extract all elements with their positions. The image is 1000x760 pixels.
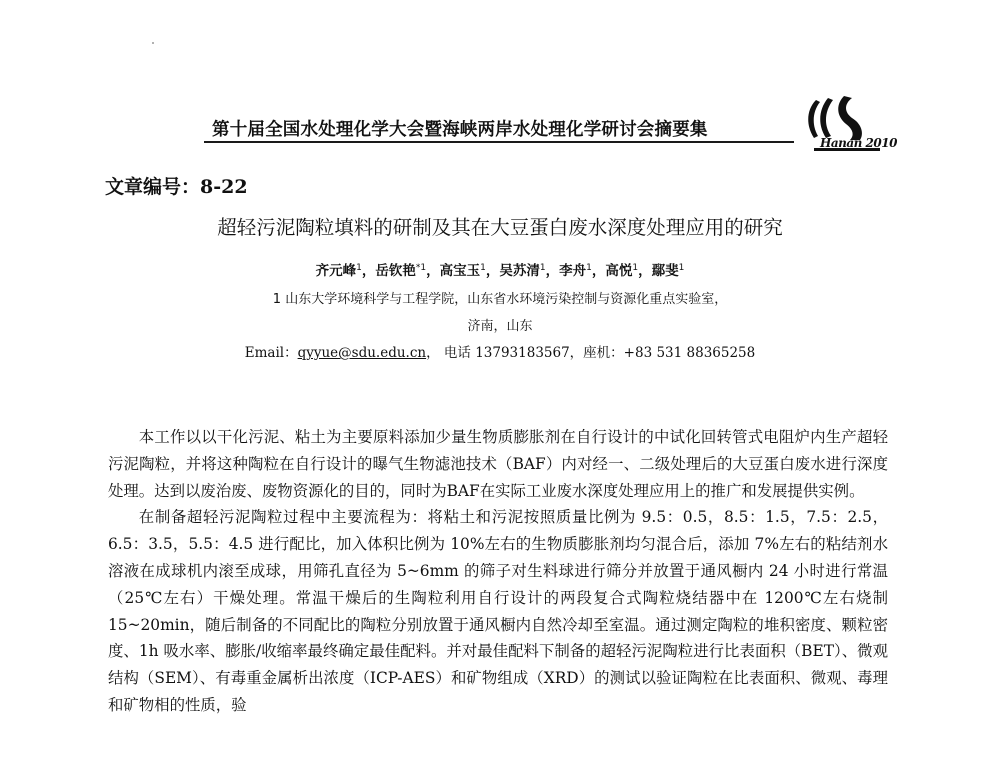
conference-logo	[800, 96, 897, 156]
affiliation-line-2: 济南，山东	[467, 319, 533, 334]
author: 李舟	[559, 263, 587, 279]
conference-header-title: 第十届全国水处理化学大会暨海峡两岸水处理化学研讨会摘要集	[212, 120, 708, 140]
author-superscript: 1	[480, 263, 486, 273]
header-rule	[204, 141, 794, 143]
author: 高悦	[605, 263, 633, 279]
logo-text: Hanan 2010	[820, 136, 897, 150]
author: 高宝玉	[439, 263, 481, 279]
email-link[interactable]: qyyue@sdu.edu.cn	[297, 345, 427, 361]
scan-speck	[152, 42, 154, 44]
email-label: Email：	[244, 345, 298, 361]
contact-line	[0, 341, 1000, 361]
paper-title: 超轻污泥陶粒填料的研制及其在大豆蛋白废水深度处理应用的研究	[217, 216, 783, 239]
author-superscript: 1	[539, 263, 546, 273]
body-paragraph-1: 本工作以以干化污泥、粘土为主要原料添加少量生物质膨胀剂在自行设计的中试化回转管式电阻炉内生产超轻污泥陶粒，并将这种陶粒在自行设计的曝气生物滤池技术（BAF）内对经一、二级处理后的大豆蛋白废水进行深度处理。达到以废治废、废物资源化的目的，同时为BAF在实际工业废水深度处理应用上的推广和发展提供实例。	[108, 428, 888, 500]
author-superscript: 1	[632, 263, 639, 273]
author-superscript: 1	[356, 263, 362, 273]
author-superscript: 1	[586, 263, 592, 273]
author-list: 齐元峰$^1$，岳钦艳$^{*1}$，高宝玉$^1$，吴苏清$^1$，李舟$^1$，高悦$^1$，鄢斐$^1$	[315, 263, 685, 279]
article-number-label: 文章编号：	[105, 176, 201, 198]
author: 吴苏清	[499, 263, 540, 279]
affiliation-line-1: 1 山东大学环境科学与工程学院，山东省水环境污染控制与资源化重点实验室，	[272, 292, 728, 307]
author: 鄢斐	[651, 263, 679, 279]
author-superscript: 1	[678, 263, 685, 273]
author: 齐元峰	[315, 263, 357, 279]
article-number	[105, 172, 248, 199]
author: 岳钦艳	[375, 263, 416, 279]
abstract-body	[108, 424, 888, 719]
phone-info: ， 电话 13793183567，座机：+83 531 88365258	[426, 345, 756, 361]
author-superscript: *1	[415, 263, 427, 273]
body-paragraph-2: 在制备超轻污泥陶粒过程中主要流程为：将粘土和污泥按照质量比例为 9.5：0.5，8.5：1.5，7.5：2.5，6.5：3.5，5.5：4.5 进行配比，加入体积比例为 10%左右的生物质膨胀剂均匀混合后，添加 7%左右的粘结剂水溶液在成球机内滚至成球，用筛孔直径为 5~6mm 的筛子对生料球进行筛分并放置于通风橱内 24 小时进行常温（25℃左右）干燥处理。常温干燥后的生陶粒利用自行设计的两段复合式陶粒烧结器中在 1200℃左右烧制 15~20min，随后制备的不同配比的陶粒分别放置于通风橱内自然冷却至室温。通过测定陶粒的堆积密度、颗粒密度、1h 吸水率、膨胀/收缩率最终确定最佳配料。并对最佳配料下制备的超轻污泥陶粒进行比表面积（BET）、微观结构（SEM）、有毒重金属析出浓度（ICP-AES）和矿物组成（XRD）的测试以验证陶粒在比表面积、微观、毒理和矿物相的性质，验	[108, 508, 889, 714]
article-number-value: 8-22	[200, 176, 248, 198]
